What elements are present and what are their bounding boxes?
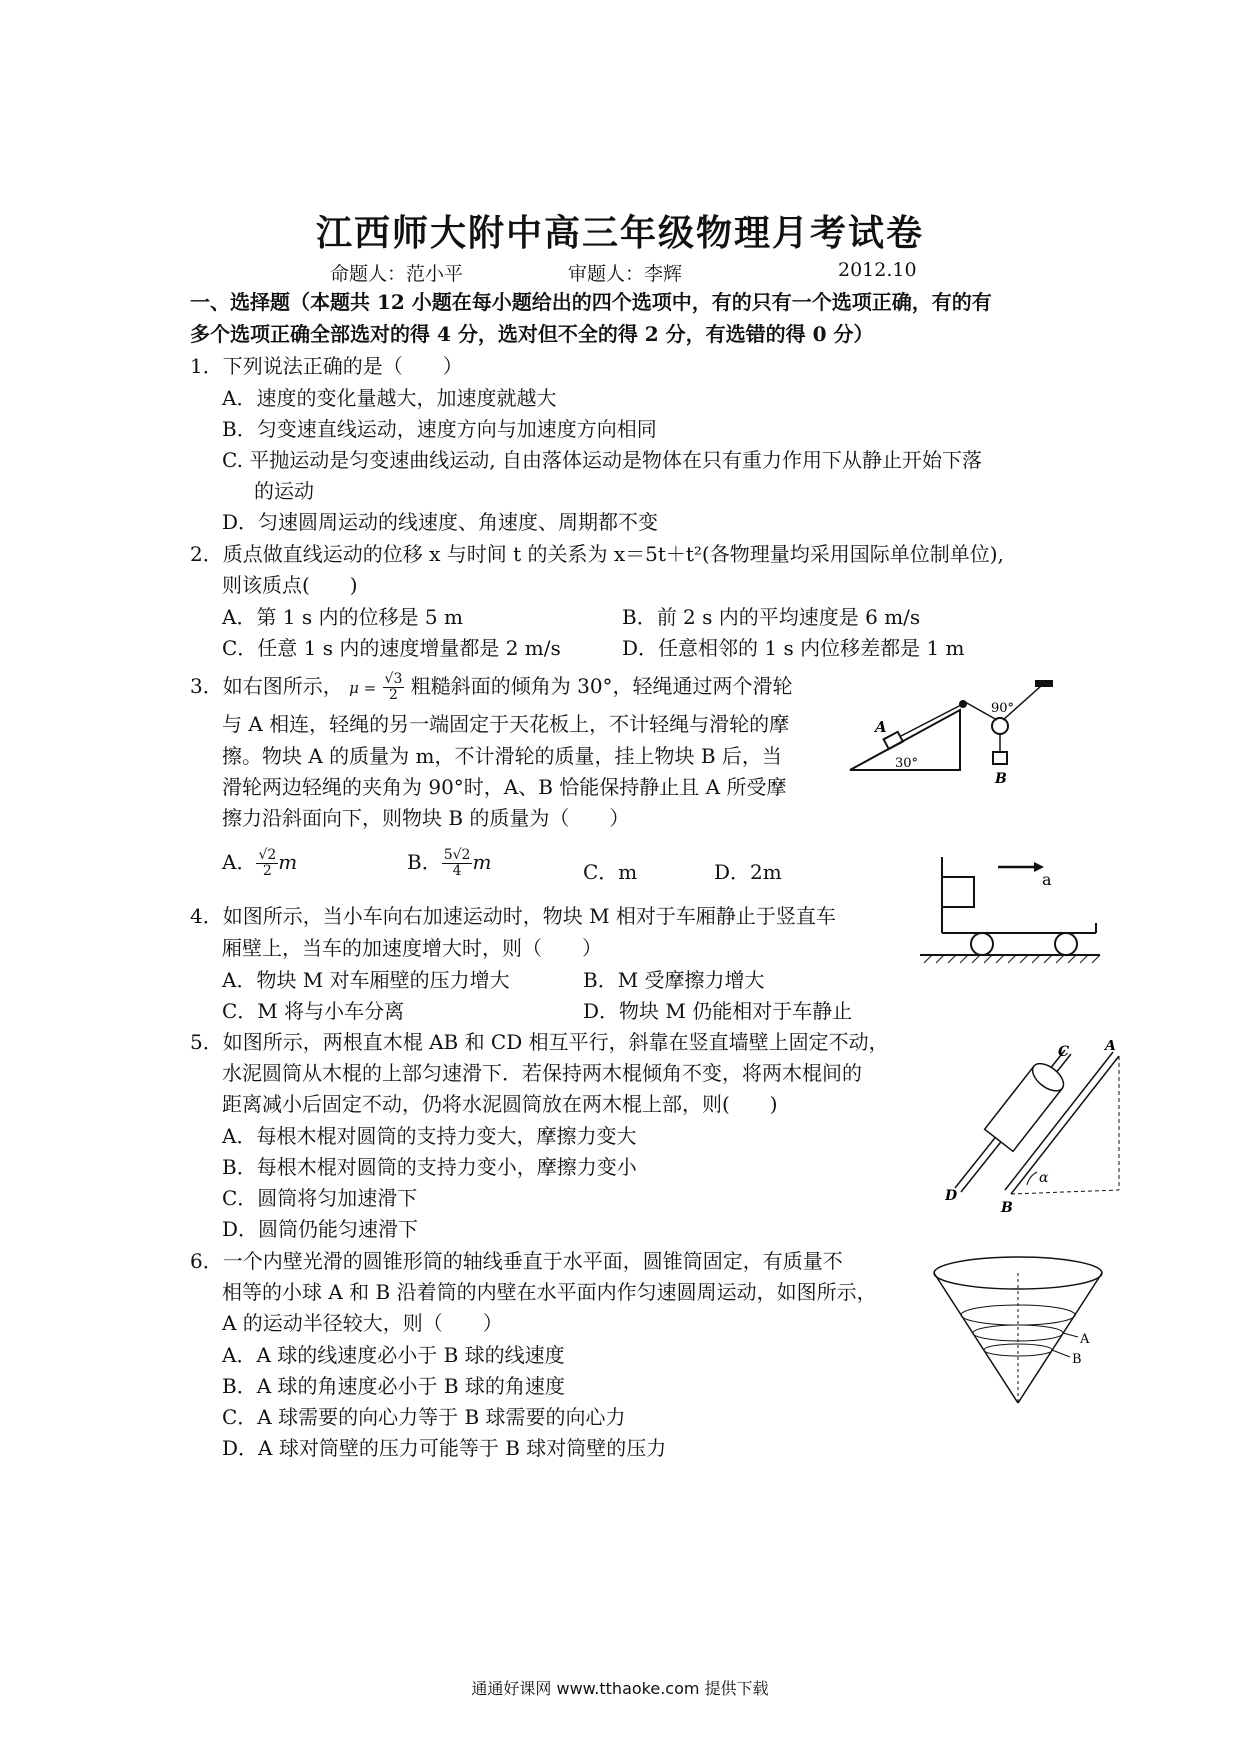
- q6-option-b: B．A 球的角速度必小于 B 球的角速度: [222, 1374, 565, 1398]
- q1-option-a: A．速度的变化量越大，加速度就越大: [222, 386, 557, 410]
- label-rope-angle: 90°: [991, 701, 1015, 716]
- ground-hatch: [924, 955, 1100, 963]
- q4-cart-figure: [918, 855, 1103, 965]
- q3-stem-line2: 与 A 相连，轻绳的另一端固定于天花板上，不计轻绳与滑轮的摩: [222, 712, 790, 736]
- q6-option-c: C．A 球需要的向心力等于 B 球需要的向心力: [222, 1405, 626, 1429]
- rope-segment-1: [901, 705, 961, 736]
- q6-stem-line2: 相等的小球 A 和 B 沿着筒的内壁在水平面内作匀速圆周运动，如图所示，: [222, 1280, 877, 1304]
- q1-option-c-line2: 的运动: [254, 479, 314, 503]
- q4-option-b: B．M 受摩擦力增大: [583, 968, 765, 992]
- label-b: B: [995, 771, 1007, 787]
- q4-option-d: D．物块 M 仍能相对于车静止: [583, 999, 853, 1023]
- label-c: C: [1058, 1044, 1070, 1060]
- q3-option-b-label: B．: [407, 850, 442, 874]
- q5-sticks-figure: [945, 1040, 1130, 1220]
- label-incline-angle: 30°: [895, 756, 919, 771]
- q3-stem-post: 粗糙斜面的倾角为 30°，轻绳通过两个滑轮: [410, 674, 793, 698]
- reviewer: 审题人：李辉: [568, 263, 683, 285]
- q5-stem-line2: 水泥圆筒从木棍的上部匀速滑下．若保持两木棍倾角不变，将两木棍间的: [222, 1061, 862, 1085]
- q3-option-b-fraction: [442, 848, 473, 879]
- q5-option-a: A．每根木棍对圆筒的支持力变大，摩擦力变大: [222, 1124, 637, 1148]
- q3-option-a: [222, 846, 297, 879]
- ceiling-anchor: [1035, 680, 1053, 687]
- q3-b-unit: m: [472, 850, 492, 874]
- q1-option-d: D．匀速圆周运动的线速度、角速度、周期都不变: [222, 510, 659, 534]
- q6-stem-line3: A 的运动半径较大，则（ ）: [222, 1311, 503, 1335]
- q1-stem: 1．下列说法正确的是（ ）: [190, 354, 463, 378]
- q3-a-numerator: √2: [258, 847, 277, 863]
- label-b: B: [1072, 1352, 1082, 1367]
- q6-option-a: A．A 球的线速度必小于 B 球的线速度: [222, 1343, 565, 1367]
- label-a: A: [875, 718, 887, 736]
- q3-stem-line1: [190, 670, 793, 703]
- q3-stem-pre: 3．如右图所示，: [190, 674, 343, 698]
- label-accel: a: [1042, 870, 1052, 889]
- mu-numerator: √3: [384, 671, 403, 687]
- q2-stem-line2: 则该质点( ): [222, 573, 358, 597]
- mu-denominator: 2: [389, 687, 398, 703]
- mu-symbol: μ =: [349, 679, 377, 697]
- section-header-line2: 多个选项正确全部选对的得 4 分，选对但不全的得 2 分，有选错的得 0 分）: [190, 322, 874, 346]
- q5-stem-line1: 5．如图所示，两根直木棍 AB 和 CD 相互平行，斜靠在竖直墙壁上固定不动，: [190, 1030, 889, 1054]
- q3-b-numerator: 5√2: [443, 847, 471, 863]
- wheel-right: [1055, 933, 1077, 955]
- q1-option-c-line1: C. 平抛运动是匀变速曲线运动, 自由落体运动是物体在只有重力作用下从静止开始下落: [222, 448, 983, 472]
- leader-a: [1063, 1333, 1078, 1337]
- label-a: A: [1080, 1332, 1090, 1347]
- q3-b-denominator: 4: [452, 863, 462, 879]
- q3-option-a-label: A．: [222, 850, 257, 874]
- pulley-moving: [992, 718, 1008, 734]
- q5-option-d: D．圆筒仍能匀速滑下: [222, 1217, 419, 1241]
- q5-stem-line3: 距离减小后固定不动，仍将水泥圆筒放在两木棍上部，则( ): [222, 1092, 778, 1116]
- q6-option-d: D．A 球对筒壁的压力可能等于 B 球对筒壁的压力: [222, 1436, 667, 1460]
- q2-option-c: C．任意 1 s 内的速度增量都是 2 m/s: [222, 636, 561, 660]
- label-d: D: [945, 1188, 958, 1204]
- q4-option-c: C．M 将与小车分离: [222, 999, 405, 1023]
- q3-a-denominator: 2: [262, 863, 272, 879]
- q2-option-b: B．前 2 s 内的平均速度是 6 m/s: [622, 605, 921, 629]
- q3-a-unit: m: [278, 850, 298, 874]
- exam-date: 2012.10: [838, 259, 917, 281]
- q2-option-a: A．第 1 s 内的位移是 5 m: [222, 605, 463, 629]
- mu-fraction: [383, 672, 405, 703]
- setter: 命题人：范小平: [330, 263, 464, 285]
- wheel-left: [971, 933, 993, 955]
- q3-stem-line4: 滑轮两边轻绳的夹角为 90°时，A、B 恰能保持静止且 A 所受摩: [222, 775, 787, 799]
- leader-b: [1052, 1350, 1070, 1357]
- angle-arc: [1027, 1172, 1037, 1185]
- label-a: A: [1105, 1040, 1116, 1054]
- q2-stem-line1: 2．质点做直线运动的位移 x 与时间 t 的关系为 x＝5t＋t²(各物理量均采用国际单位制单位),: [190, 542, 1004, 566]
- q3-stem-line3: 擦。物块 A 的质量为 m，不计滑轮的质量，挂上物块 B 后，当: [222, 744, 782, 768]
- q4-stem-line1: 4．如图所示，当小车向右加速运动时，物块 M 相对于车厢静止于竖直车: [190, 904, 836, 928]
- q4-option-a: A．物块 M 对车厢壁的压力增大: [222, 968, 510, 992]
- q3-option-d: D．2m: [714, 860, 782, 884]
- label-alpha: α: [1039, 1170, 1049, 1186]
- q6-stem-line1: 6．一个内壁光滑的圆锥形筒的轴线垂直于水平面，圆锥筒固定，有质量不: [190, 1249, 843, 1273]
- q5-option-c: C．圆筒将匀加速滑下: [222, 1186, 418, 1210]
- q3-option-c: C．m: [583, 860, 638, 884]
- cone-side-right: [1018, 1273, 1102, 1403]
- q1-option-b: B．匀变速直线运动，速度方向与加速度方向相同: [222, 417, 657, 441]
- label-b: B: [1001, 1200, 1013, 1216]
- q3-option-a-fraction: [256, 848, 278, 879]
- q6-cone-figure: [930, 1253, 1110, 1413]
- q4-stem-line2: 厢壁上，当车的加速度增大时，则（ ）: [222, 936, 602, 960]
- q5-option-b: B．每根木棍对圆筒的支持力变小，摩擦力变小: [222, 1155, 637, 1179]
- cone-side-left: [934, 1273, 1018, 1403]
- q3-option-b: [407, 846, 491, 879]
- q2-option-d: D．任意相邻的 1 s 内位移差都是 1 m: [622, 636, 965, 660]
- pulley-top: [959, 700, 967, 708]
- ground-line: [1011, 1190, 1119, 1194]
- block-b: [993, 752, 1007, 764]
- footer-source: 通通好课网 www.tthaoke.com 提供下载: [471, 1679, 769, 1698]
- page-title: 江西师大附中高三年级物理月考试卷: [315, 212, 924, 254]
- q3-incline-figure: [845, 680, 1065, 800]
- q3-stem-line5: 擦力沿斜面向下，则物块 B 的质量为（ ）: [222, 806, 630, 830]
- section-header-line1: 一、选择题（本题共 12 小题在每小题给出的四个选项中，有的只有一个选项正确，有的有: [190, 290, 992, 314]
- block-m: [942, 877, 974, 907]
